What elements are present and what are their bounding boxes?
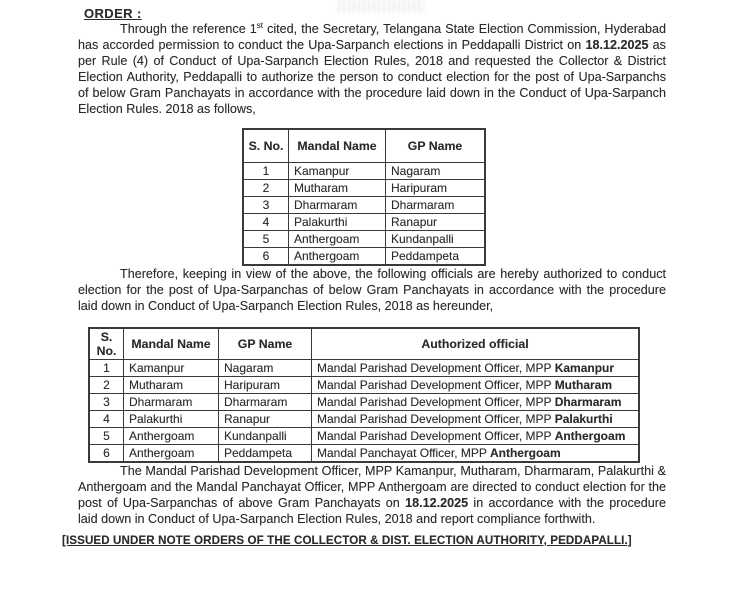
cell-mandal: Kamanpur <box>289 163 386 180</box>
directive-text-1: The Mandal Parishad Development Officer, MPP Kamanpur, Mutharam, Dharmaram, Palakurthi & Anthergoam and the Mandal Panchayat Officer, MPP Anthergoam are directed to conduct election for the post of Upa-Sarpanchas of above Gram Panchayats on <box>78 464 666 510</box>
header-mandal: Mandal Name <box>289 129 386 163</box>
ordinal-superscript: st <box>256 20 264 30</box>
cell-gp: Nagaram <box>386 163 486 180</box>
header-authorized-official: Authorized official <box>312 328 640 360</box>
table-row <box>89 428 639 445</box>
cell-sno: 4 <box>89 411 124 428</box>
cell-mandal: Palakurthi <box>124 411 219 428</box>
header-mandal: Mandal Name <box>124 328 219 360</box>
cell-gp: Peddampeta <box>219 445 312 463</box>
gp-list-table <box>242 128 486 266</box>
cell-mandal: Dharmaram <box>289 197 386 214</box>
cell-gp: Nagaram <box>219 360 312 377</box>
official-title: Mandal Parishad Development Officer, MPP <box>317 361 555 375</box>
cell-sno: 5 <box>243 231 289 248</box>
cell-authorized-official <box>312 377 640 394</box>
official-title: Mandal Parishad Development Officer, MPP <box>317 395 555 409</box>
official-mandal: Mutharam <box>554 378 613 392</box>
cell-mandal: Kamanpur <box>124 360 219 377</box>
cell-sno: 2 <box>89 377 124 394</box>
intro-text-2: cited, the Secretary, Telangana State Election Commission, Hyderabad has accorded permission to conduct the Upa-Sarpanch elections in Peddapalli District on <box>78 22 666 52</box>
cell-mandal: Anthergoam <box>124 445 219 463</box>
official-mandal: Palakurthi <box>554 412 613 426</box>
official-mandal: Dharmaram <box>554 395 622 409</box>
table-row <box>89 394 639 411</box>
cell-sno: 2 <box>243 180 289 197</box>
issued-note: [ISSUED UNDER NOTE ORDERS OF THE COLLECTOR & DIST. ELECTION AUTHORITY, PEDDAPALLI.] <box>62 534 632 547</box>
table-row <box>89 360 639 377</box>
cell-authorized-official <box>312 411 640 428</box>
cell-gp: Dharmaram <box>386 197 486 214</box>
cell-gp: Kundanpalli <box>219 428 312 445</box>
cell-mandal: Mutharam <box>289 180 386 197</box>
header-gp: GP Name <box>219 328 312 360</box>
authorized-officials-table <box>88 327 640 463</box>
cell-authorized-official <box>312 394 640 411</box>
cell-mandal: Palakurthi <box>289 214 386 231</box>
cell-gp: Peddampeta <box>386 248 486 266</box>
table-row <box>243 231 485 248</box>
header-gp: GP Name <box>386 129 486 163</box>
scan-artifact <box>338 0 424 13</box>
cell-authorized-official <box>312 445 640 463</box>
cell-mandal: Mutharam <box>124 377 219 394</box>
table-header-row <box>243 129 485 163</box>
table-row <box>89 445 639 463</box>
cell-gp: Ranapur <box>219 411 312 428</box>
cell-sno: 6 <box>89 445 124 463</box>
cell-authorized-official <box>312 360 640 377</box>
table-row <box>89 377 639 394</box>
directive-text-2: in accordance with the procedure laid down in Conduct of Upa-Sarpanch Election Rules, 2018 and report compliance forthwith. <box>78 496 666 526</box>
authorization-paragraph: Therefore, keeping in view of the above, the following officials are hereby authorized to conduct election for the post of Upa-Sarpanchas of below Gram Panchayats in accordance with the procedure laid down in Conduct of Upa-Sarpanch Election Rules, 2018 as hereunder, <box>78 267 666 313</box>
cell-gp: Kundanpalli <box>386 231 486 248</box>
official-mandal: Kamanpur <box>554 361 615 375</box>
cell-sno: 6 <box>243 248 289 266</box>
official-title: Mandal Parishad Development Officer, MPP <box>317 412 555 426</box>
table-row <box>243 163 485 180</box>
election-date: 18.12.2025 <box>585 38 649 52</box>
official-mandal: Anthergoam <box>554 429 626 443</box>
directive-paragraph <box>78 463 666 527</box>
cell-mandal: Anthergoam <box>124 428 219 445</box>
intro-paragraph <box>78 21 666 117</box>
cell-authorized-official <box>312 428 640 445</box>
cell-gp: Haripuram <box>219 377 312 394</box>
cell-sno: 4 <box>243 214 289 231</box>
cell-sno: 1 <box>89 360 124 377</box>
table-header-row <box>89 328 639 360</box>
table-row <box>243 248 485 266</box>
official-title: Mandal Parishad Development Officer, MPP <box>317 429 555 443</box>
cell-mandal: Anthergoam <box>289 231 386 248</box>
cell-gp: Haripuram <box>386 180 486 197</box>
cell-mandal: Dharmaram <box>124 394 219 411</box>
cell-sno: 1 <box>243 163 289 180</box>
cell-sno: 3 <box>243 197 289 214</box>
intro-text-3: as per Rule (4) of Conduct of Upa-Sarpanch Election Rules, 2018 and requested the Collector & District Election Authority, Peddapalli to authorize the person to conduct election for the post of Upa-Sarpanchs of below Gram Panchayats in accordance with the procedure laid down in the Conduct of Upa-Sarpanch Election Rules. 2018 as follows, <box>78 38 666 116</box>
header-sno: S. No. <box>89 328 124 360</box>
cell-mandal: Anthergoam <box>289 248 386 266</box>
table-row <box>243 197 485 214</box>
official-mandal: Anthergoam <box>489 446 561 460</box>
cell-gp: Ranapur <box>386 214 486 231</box>
official-title: Mandal Parishad Development Officer, MPP <box>317 378 555 392</box>
cell-gp: Dharmaram <box>219 394 312 411</box>
table-row <box>243 214 485 231</box>
table-row <box>243 180 485 197</box>
cell-sno: 5 <box>89 428 124 445</box>
order-heading: ORDER : <box>84 6 142 21</box>
intro-text-1: Through the reference 1 <box>120 22 257 36</box>
header-sno: S. No. <box>243 129 289 163</box>
cell-sno: 3 <box>89 394 124 411</box>
table-row <box>89 411 639 428</box>
election-date: 18.12.2025 <box>405 496 469 510</box>
official-title: Mandal Panchayat Officer, MPP <box>317 446 490 460</box>
